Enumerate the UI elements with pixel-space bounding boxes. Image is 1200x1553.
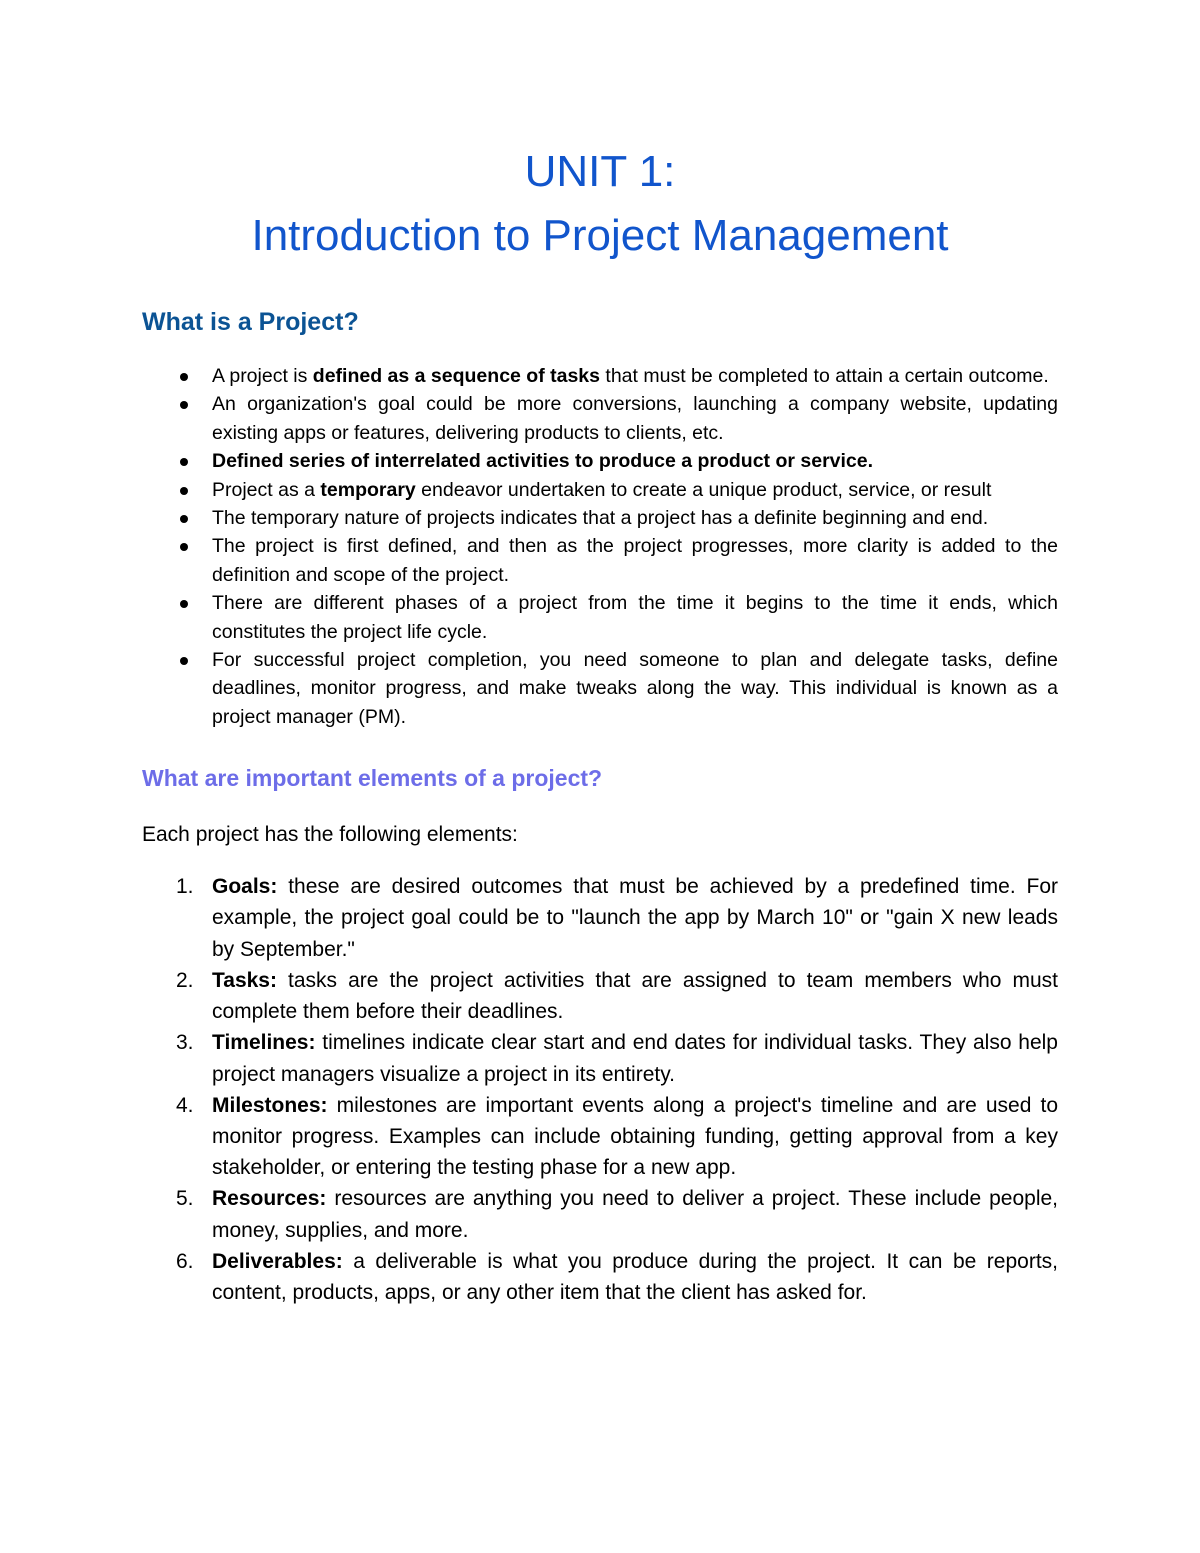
list-item bbox=[212, 390, 1058, 447]
bullet-dot-icon bbox=[180, 657, 188, 665]
bullet-dot-icon bbox=[180, 543, 188, 551]
title-line-1: UNIT 1: bbox=[524, 147, 676, 196]
element-term: Goals: bbox=[212, 875, 278, 899]
bullet-text: The temporary nature of projects indicates that a project has a definite beginning and end. bbox=[212, 507, 989, 530]
list-item bbox=[176, 965, 1058, 1027]
element-term: Deliverables: bbox=[212, 1249, 343, 1273]
bullet-dot-icon bbox=[180, 373, 188, 381]
bullet-bold-text: Defined series of interrelated activities to produce a product or service. bbox=[212, 450, 874, 473]
element-term: Tasks: bbox=[212, 968, 277, 992]
bullet-dot-icon bbox=[180, 401, 188, 409]
list-item bbox=[176, 1090, 1058, 1184]
list-number: 6. bbox=[176, 1249, 194, 1273]
element-description: a deliverable is what you produce during the project. It can be reports, content, products, apps, or any other item that the client has asked for. bbox=[212, 1249, 1058, 1304]
element-description: resources are anything you need to deliver a project. These include people, money, supplies, and more. bbox=[212, 1187, 1058, 1242]
bullet-text: A project is bbox=[212, 365, 313, 387]
title-line-2: Introduction to Project Management bbox=[251, 211, 949, 260]
element-term: Timelines: bbox=[212, 1031, 316, 1055]
list-item bbox=[176, 871, 1058, 965]
list-number: 4. bbox=[176, 1093, 194, 1117]
section-heading-elements: What are important elements of a project? bbox=[142, 765, 603, 792]
bullet-dot-icon bbox=[180, 487, 188, 495]
list-item bbox=[176, 1246, 1058, 1308]
list-number: 3. bbox=[176, 1031, 194, 1055]
list-item bbox=[212, 532, 1058, 589]
section-heading-what-is-project: What is a Project? bbox=[142, 308, 359, 336]
list-number: 1. bbox=[176, 875, 194, 899]
list-item bbox=[212, 362, 1058, 390]
element-description: these are desired outcomes that must be achieved by a predefined time. For example, the project goal could be to "launch the app by March 10" or "gain X new leads by September." bbox=[212, 875, 1058, 961]
bullet-text: An organization's goal could be more conversions, launching a company website, updating existing apps or features, delivering products to clients, etc. bbox=[212, 393, 1058, 444]
list-number: 2. bbox=[176, 968, 194, 992]
bullet-dot-icon bbox=[180, 600, 188, 608]
list-item bbox=[176, 1027, 1058, 1089]
element-description: milestones are important events along a project's timeline and are used to monitor progress. Examples can include obtaining funding, getting approval from a key stakeholder, or entering the testing phase for a new app. bbox=[212, 1093, 1058, 1180]
element-description: tasks are the project activities that are assigned to team members who must complete them before their deadlines. bbox=[212, 968, 1058, 1024]
bullet-dot-icon bbox=[180, 515, 188, 523]
element-description: timelines indicate clear start and end dates for individual tasks. They also help project managers visualize a project in its entirety. bbox=[212, 1031, 1058, 1086]
bullet-text: For successful project completion, you need someone to plan and delegate tasks, define deadlines, monitor progress, and make tweaks along the way. This individual is known as a project manager (PM). bbox=[212, 649, 1058, 728]
list-item bbox=[212, 504, 1058, 532]
document-title bbox=[142, 140, 1058, 268]
list-item bbox=[212, 476, 1058, 504]
list-number: 5. bbox=[176, 1187, 194, 1211]
list-item bbox=[212, 646, 1058, 731]
bullet-dot-icon bbox=[180, 458, 188, 466]
bullet-text: Project as a bbox=[212, 478, 321, 501]
bullet-text-after: that must be completed to attain a certain outcome. bbox=[600, 365, 1049, 387]
bullet-bold-text: temporary bbox=[320, 478, 416, 501]
bullet-text: The project is first defined, and then as the project progresses, more clarity is added to the definition and scope of the project. bbox=[212, 535, 1058, 586]
bullet-text-after: endeavor undertaken to create a unique product, service, or result bbox=[415, 478, 992, 501]
list-item bbox=[176, 1183, 1058, 1245]
list-item bbox=[212, 447, 1058, 475]
bullet-bold-text: defined as a sequence of tasks bbox=[312, 365, 600, 387]
list-item bbox=[212, 589, 1058, 646]
elements-list bbox=[142, 871, 1058, 1308]
bullet-text: There are different phases of a project from the time it begins to the time it ends, which constitutes the project life cycle. bbox=[212, 592, 1058, 643]
element-term: Milestones: bbox=[212, 1093, 328, 1117]
elements-intro: Each project has the following elements: bbox=[142, 823, 518, 847]
element-term: Resources: bbox=[212, 1187, 327, 1211]
project-definition-list bbox=[142, 362, 1058, 731]
